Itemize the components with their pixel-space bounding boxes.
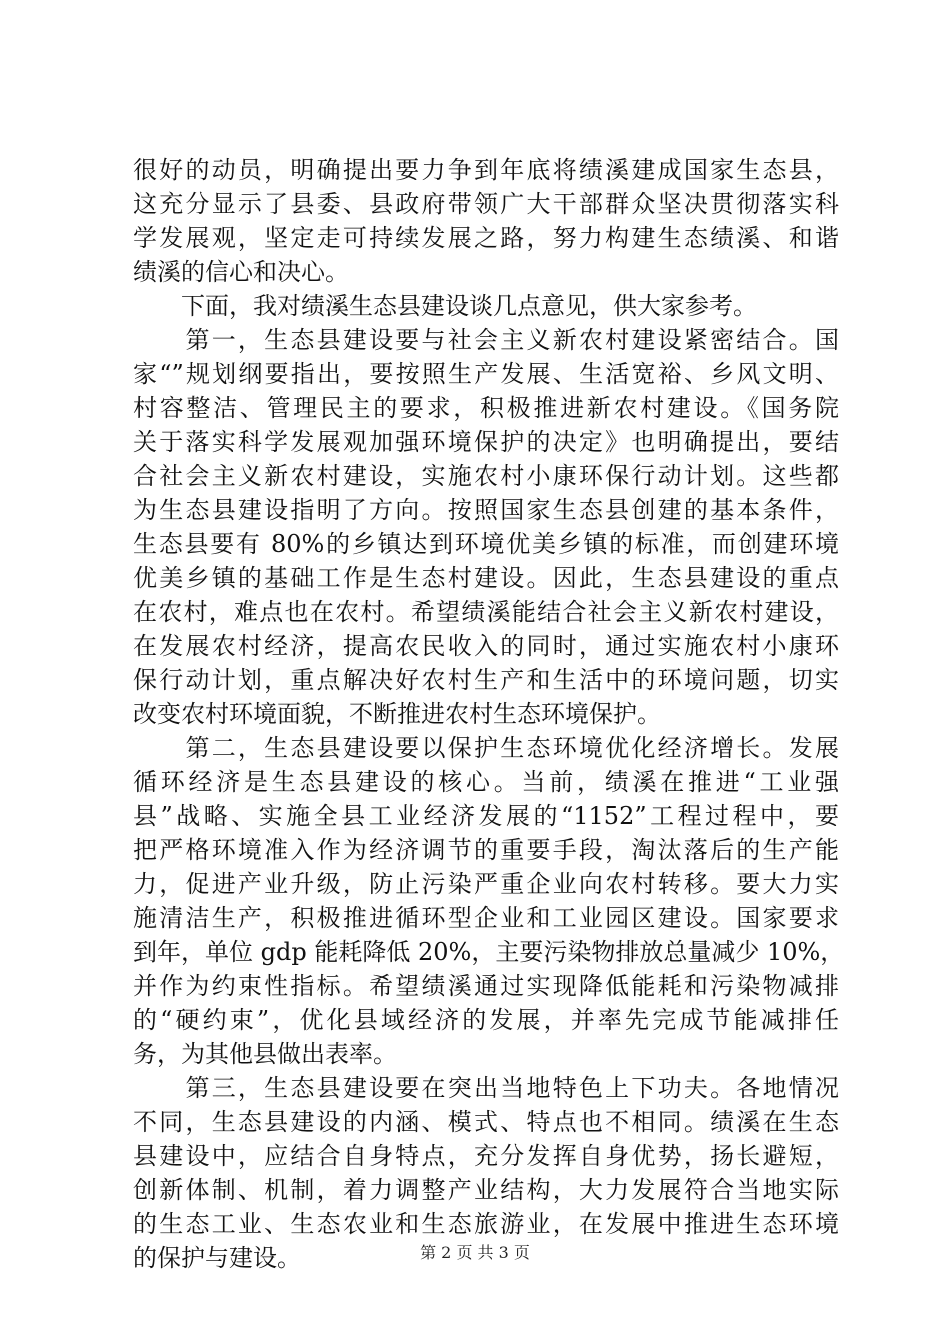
text-line: 力，促进产业升级，防止污染严重企业向农村转移。要大力实 <box>133 870 839 898</box>
text-line: 创新体制、机制，着力调整产业结构，大力发展符合当地实际 <box>133 1176 839 1204</box>
text-line: 生态县要有 80%的乡镇达到环境优美乡镇的标准，而创建环境 <box>133 530 839 558</box>
text-line: 很好的动员，明确提出要力争到年底将绩溪建成国家生态县， <box>133 156 839 184</box>
text-line: 的生态工业、生态农业和生态旅游业，在发展中推进生态环境 <box>133 1210 839 1238</box>
text-line: 第二，生态县建设要以保护生态环境优化经济增长。发展 <box>133 734 839 762</box>
text-line: 改变农村环境面貌，不断推进农村生态环境保护。 <box>133 700 661 728</box>
body-text <box>133 153 845 1275</box>
text-line: 合社会主义新农村建设，实施农村小康环保行动计划。这些都 <box>133 462 839 490</box>
text-line: 县”战略、实施全县工业经济发展的“1152”工程过程中，要 <box>133 802 839 830</box>
text-line: 第三，生态县建设要在突出当地特色上下功夫。各地情况 <box>133 1074 839 1102</box>
text-line: 村容整洁、管理民主的要求，积极推进新农村建设。《国务院 <box>133 394 839 422</box>
text-line: 家“”规划纲要指出，要按照生产发展、生活宽裕、乡风文明、 <box>133 360 839 388</box>
text-line: 第一，生态县建设要与社会主义新农村建设紧密结合。国 <box>133 326 839 354</box>
text-line: 不同，生态县建设的内涵、模式、特点也不相同。绩溪在生态 <box>133 1108 839 1136</box>
text-line: 在农村，难点也在农村。希望绩溪能结合社会主义新农村建设， <box>133 598 839 626</box>
text-line: 县建设中，应结合自身特点，充分发挥自身优势，扬长避短， <box>133 1142 839 1170</box>
text-line: 为生态县建设指明了方向。按照国家生态县创建的基本条件， <box>133 496 839 524</box>
text-line: 学发展观，坚定走可持续发展之路，努力构建生态绩溪、和谐 <box>133 224 839 252</box>
text-line: 的“硬约束”，优化县域经济的发展，并率先完成节能减排任 <box>133 1006 839 1034</box>
text-line: 并作为约束性指标。希望绩溪通过实现降低能耗和污染物减排 <box>133 972 839 1000</box>
text-line: 到年，单位 gdp 能耗降低 20%，主要污染物排放总量减少 10%， <box>133 938 845 966</box>
text-line: 务，为其他县做出表率。 <box>133 1040 397 1068</box>
text-line: 把严格环境准入作为经济调节的重要手段，淘汰落后的生产能 <box>133 836 839 864</box>
page-footer: 第 2 页 共 3 页 <box>420 1243 530 1262</box>
text-line: 下面，我对绩溪生态县建设谈几点意见，供大家参考。 <box>133 292 757 320</box>
text-line: 保行动计划，重点解决好农村生产和生活中的环境问题，切实 <box>133 666 839 694</box>
text-line: 绩溪的信心和决心。 <box>133 258 349 286</box>
text-line: 在发展农村经济，提高农民收入的同时，通过实施农村小康环 <box>133 632 839 660</box>
text-line: 循环经济是生态县建设的核心。当前，绩溪在推进“工业强 <box>133 768 839 796</box>
text-line: 的保护与建设。 <box>133 1244 301 1272</box>
text-line: 优美乡镇的基础工作是生态村建设。因此，生态县建设的重点 <box>133 564 839 592</box>
text-line: 关于落实科学发展观加强环境保护的决定》也明确提出，要结 <box>133 428 839 456</box>
text-line: 这充分显示了县委、县政府带领广大干部群众坚决贯彻落实科 <box>133 190 839 218</box>
text-line: 施清洁生产，积极推进循环型企业和工业园区建设。国家要求 <box>133 904 839 932</box>
